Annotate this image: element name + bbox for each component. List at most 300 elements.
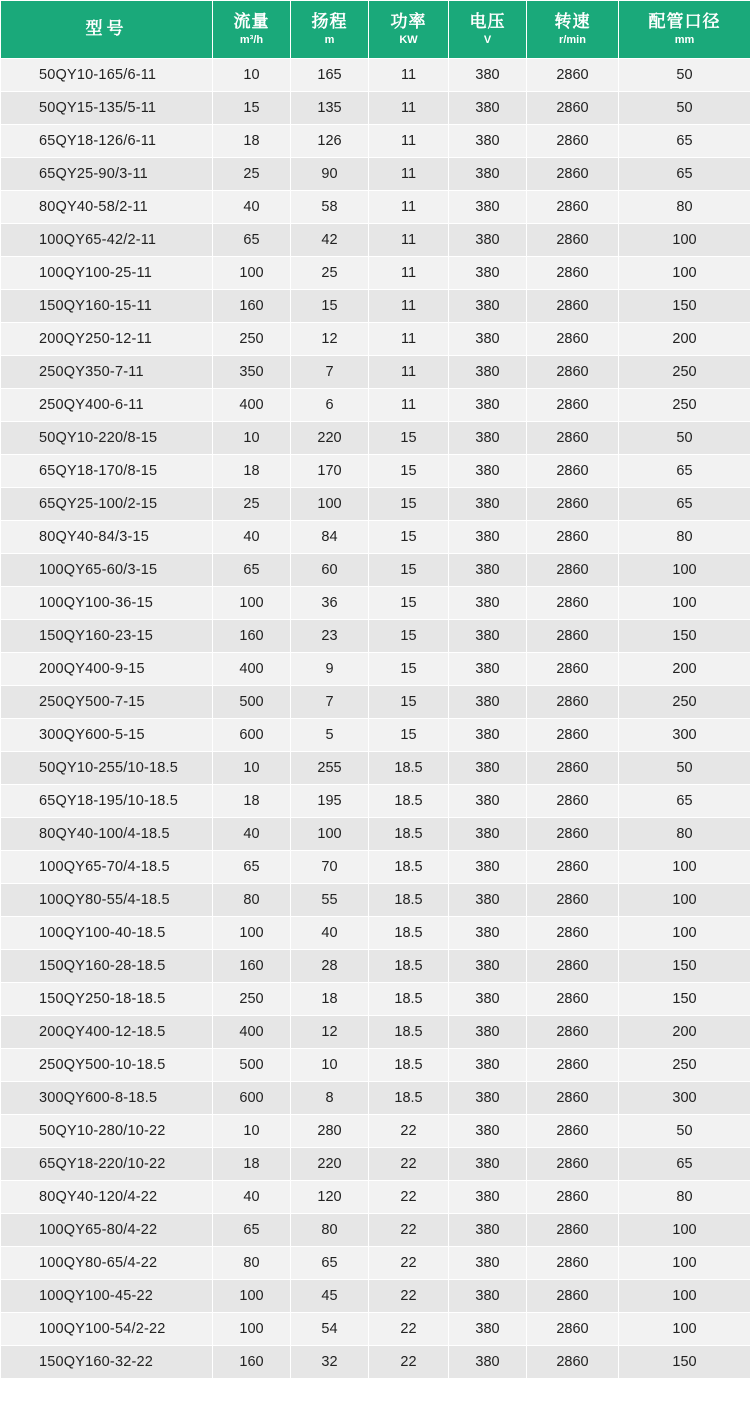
cell-model: 250QY500-10-18.5 bbox=[1, 1049, 213, 1082]
cell-voltage: 380 bbox=[449, 983, 527, 1016]
cell-speed: 2860 bbox=[527, 686, 619, 719]
cell-flow: 80 bbox=[213, 1247, 291, 1280]
table-header bbox=[1, 1, 750, 59]
cell-power: 15 bbox=[369, 521, 449, 554]
cell-power: 11 bbox=[369, 158, 449, 191]
cell-voltage: 380 bbox=[449, 125, 527, 158]
cell-voltage: 380 bbox=[449, 719, 527, 752]
cell-head: 90 bbox=[291, 158, 369, 191]
table-row bbox=[1, 587, 750, 620]
cell-model: 50QY10-165/6-11 bbox=[1, 59, 213, 92]
cell-model: 65QY18-195/10-18.5 bbox=[1, 785, 213, 818]
cell-head: 255 bbox=[291, 752, 369, 785]
column-header-model-label: 型号 bbox=[85, 19, 128, 38]
cell-model: 150QY160-28-18.5 bbox=[1, 950, 213, 983]
cell-power: 22 bbox=[369, 1313, 449, 1346]
cell-flow: 25 bbox=[213, 488, 291, 521]
cell-power: 22 bbox=[369, 1346, 449, 1379]
cell-flow: 65 bbox=[213, 1214, 291, 1247]
cell-power: 22 bbox=[369, 1214, 449, 1247]
cell-speed: 2860 bbox=[527, 1313, 619, 1346]
cell-head: 45 bbox=[291, 1280, 369, 1313]
cell-power: 15 bbox=[369, 554, 449, 587]
cell-model: 50QY10-255/10-18.5 bbox=[1, 752, 213, 785]
cell-voltage: 380 bbox=[449, 158, 527, 191]
cell-flow: 40 bbox=[213, 818, 291, 851]
cell-head: 126 bbox=[291, 125, 369, 158]
cell-model: 100QY65-80/4-22 bbox=[1, 1214, 213, 1247]
cell-voltage: 380 bbox=[449, 521, 527, 554]
cell-model: 300QY600-8-18.5 bbox=[1, 1082, 213, 1115]
cell-pipe-diameter: 250 bbox=[619, 356, 750, 389]
cell-voltage: 380 bbox=[449, 1016, 527, 1049]
cell-speed: 2860 bbox=[527, 1346, 619, 1379]
cell-model: 100QY100-25-11 bbox=[1, 257, 213, 290]
table-row bbox=[1, 620, 750, 653]
cell-voltage: 380 bbox=[449, 356, 527, 389]
cell-pipe-diameter: 150 bbox=[619, 950, 750, 983]
cell-voltage: 380 bbox=[449, 917, 527, 950]
cell-speed: 2860 bbox=[527, 554, 619, 587]
cell-power: 15 bbox=[369, 422, 449, 455]
cell-voltage: 380 bbox=[449, 455, 527, 488]
cell-speed: 2860 bbox=[527, 1280, 619, 1313]
table-row bbox=[1, 785, 750, 818]
cell-flow: 15 bbox=[213, 92, 291, 125]
cell-power: 18.5 bbox=[369, 818, 449, 851]
cell-pipe-diameter: 200 bbox=[619, 653, 750, 686]
cell-model: 100QY65-70/4-18.5 bbox=[1, 851, 213, 884]
cell-voltage: 380 bbox=[449, 1214, 527, 1247]
cell-power: 18.5 bbox=[369, 785, 449, 818]
cell-voltage: 380 bbox=[449, 1049, 527, 1082]
cell-power: 11 bbox=[369, 290, 449, 323]
cell-pipe-diameter: 80 bbox=[619, 818, 750, 851]
column-header-head-label: 扬程 bbox=[311, 11, 348, 31]
table-row bbox=[1, 389, 750, 422]
cell-power: 15 bbox=[369, 719, 449, 752]
cell-power: 11 bbox=[369, 191, 449, 224]
cell-power: 11 bbox=[369, 257, 449, 290]
cell-pipe-diameter: 100 bbox=[619, 1313, 750, 1346]
cell-head: 55 bbox=[291, 884, 369, 917]
cell-voltage: 380 bbox=[449, 554, 527, 587]
cell-pipe-diameter: 100 bbox=[619, 554, 750, 587]
column-header-flow bbox=[213, 1, 291, 59]
cell-pipe-diameter: 100 bbox=[619, 257, 750, 290]
cell-flow: 100 bbox=[213, 587, 291, 620]
column-header-pipe-diameter bbox=[619, 1, 750, 59]
cell-speed: 2860 bbox=[527, 455, 619, 488]
cell-model: 65QY25-90/3-11 bbox=[1, 158, 213, 191]
cell-model: 200QY250-12-11 bbox=[1, 323, 213, 356]
cell-pipe-diameter: 200 bbox=[619, 323, 750, 356]
table-row bbox=[1, 1049, 750, 1082]
cell-speed: 2860 bbox=[527, 191, 619, 224]
cell-speed: 2860 bbox=[527, 752, 619, 785]
cell-power: 22 bbox=[369, 1280, 449, 1313]
column-header-speed-label: 转速 bbox=[554, 11, 591, 31]
cell-pipe-diameter: 300 bbox=[619, 1082, 750, 1115]
cell-voltage: 380 bbox=[449, 257, 527, 290]
cell-head: 80 bbox=[291, 1214, 369, 1247]
cell-power: 11 bbox=[369, 224, 449, 257]
table-row bbox=[1, 818, 750, 851]
cell-flow: 100 bbox=[213, 257, 291, 290]
cell-speed: 2860 bbox=[527, 125, 619, 158]
table-row bbox=[1, 653, 750, 686]
column-header-speed bbox=[527, 1, 619, 59]
cell-voltage: 380 bbox=[449, 752, 527, 785]
cell-pipe-diameter: 65 bbox=[619, 125, 750, 158]
cell-flow: 500 bbox=[213, 686, 291, 719]
cell-model: 100QY100-54/2-22 bbox=[1, 1313, 213, 1346]
cell-model: 80QY40-58/2-11 bbox=[1, 191, 213, 224]
cell-pipe-diameter: 65 bbox=[619, 1148, 750, 1181]
cell-model: 250QY350-7-11 bbox=[1, 356, 213, 389]
cell-speed: 2860 bbox=[527, 92, 619, 125]
column-header-pipe-diameter-unit: mm bbox=[674, 33, 695, 46]
cell-power: 11 bbox=[369, 356, 449, 389]
table-row bbox=[1, 257, 750, 290]
cell-model: 100QY100-45-22 bbox=[1, 1280, 213, 1313]
cell-pipe-diameter: 300 bbox=[619, 719, 750, 752]
table-row bbox=[1, 323, 750, 356]
cell-model: 150QY160-23-15 bbox=[1, 620, 213, 653]
table-row bbox=[1, 752, 750, 785]
cell-voltage: 380 bbox=[449, 488, 527, 521]
cell-head: 220 bbox=[291, 422, 369, 455]
cell-voltage: 380 bbox=[449, 1115, 527, 1148]
cell-speed: 2860 bbox=[527, 1016, 619, 1049]
cell-head: 58 bbox=[291, 191, 369, 224]
table-body bbox=[1, 59, 750, 1379]
table-row bbox=[1, 1313, 750, 1346]
cell-power: 15 bbox=[369, 488, 449, 521]
cell-model: 50QY10-280/10-22 bbox=[1, 1115, 213, 1148]
cell-model: 65QY25-100/2-15 bbox=[1, 488, 213, 521]
cell-power: 18.5 bbox=[369, 884, 449, 917]
cell-model: 100QY65-60/3-15 bbox=[1, 554, 213, 587]
cell-model: 80QY40-100/4-18.5 bbox=[1, 818, 213, 851]
cell-head: 8 bbox=[291, 1082, 369, 1115]
cell-power: 18.5 bbox=[369, 917, 449, 950]
cell-voltage: 380 bbox=[449, 59, 527, 92]
table-row bbox=[1, 191, 750, 224]
table-row bbox=[1, 224, 750, 257]
table-row bbox=[1, 488, 750, 521]
cell-speed: 2860 bbox=[527, 224, 619, 257]
cell-model: 150QY250-18-18.5 bbox=[1, 983, 213, 1016]
cell-flow: 400 bbox=[213, 653, 291, 686]
cell-pipe-diameter: 100 bbox=[619, 587, 750, 620]
cell-head: 42 bbox=[291, 224, 369, 257]
cell-head: 6 bbox=[291, 389, 369, 422]
cell-speed: 2860 bbox=[527, 521, 619, 554]
cell-head: 170 bbox=[291, 455, 369, 488]
cell-power: 18.5 bbox=[369, 983, 449, 1016]
cell-pipe-diameter: 250 bbox=[619, 686, 750, 719]
cell-flow: 80 bbox=[213, 884, 291, 917]
cell-voltage: 380 bbox=[449, 884, 527, 917]
cell-flow: 65 bbox=[213, 554, 291, 587]
cell-pipe-diameter: 100 bbox=[619, 1247, 750, 1280]
column-header-voltage-label: 电压 bbox=[469, 11, 506, 31]
column-header-pipe-diameter-label: 配管口径 bbox=[648, 11, 721, 31]
cell-speed: 2860 bbox=[527, 1049, 619, 1082]
table-row bbox=[1, 92, 750, 125]
cell-voltage: 380 bbox=[449, 818, 527, 851]
cell-head: 10 bbox=[291, 1049, 369, 1082]
cell-head: 28 bbox=[291, 950, 369, 983]
cell-speed: 2860 bbox=[527, 1082, 619, 1115]
cell-flow: 160 bbox=[213, 290, 291, 323]
column-header-voltage-unit: V bbox=[483, 33, 492, 46]
cell-voltage: 380 bbox=[449, 323, 527, 356]
cell-head: 36 bbox=[291, 587, 369, 620]
cell-power: 11 bbox=[369, 323, 449, 356]
cell-voltage: 380 bbox=[449, 389, 527, 422]
cell-pipe-diameter: 80 bbox=[619, 521, 750, 554]
cell-head: 70 bbox=[291, 851, 369, 884]
cell-head: 165 bbox=[291, 59, 369, 92]
cell-voltage: 380 bbox=[449, 1346, 527, 1379]
cell-flow: 160 bbox=[213, 950, 291, 983]
cell-flow: 400 bbox=[213, 389, 291, 422]
cell-pipe-diameter: 200 bbox=[619, 1016, 750, 1049]
cell-head: 15 bbox=[291, 290, 369, 323]
cell-model: 65QY18-220/10-22 bbox=[1, 1148, 213, 1181]
cell-head: 12 bbox=[291, 1016, 369, 1049]
cell-power: 15 bbox=[369, 587, 449, 620]
cell-pipe-diameter: 150 bbox=[619, 1346, 750, 1379]
cell-voltage: 380 bbox=[449, 191, 527, 224]
cell-head: 12 bbox=[291, 323, 369, 356]
cell-speed: 2860 bbox=[527, 587, 619, 620]
cell-speed: 2860 bbox=[527, 719, 619, 752]
table-row bbox=[1, 422, 750, 455]
cell-power: 11 bbox=[369, 59, 449, 92]
cell-speed: 2860 bbox=[527, 488, 619, 521]
cell-speed: 2860 bbox=[527, 785, 619, 818]
cell-pipe-diameter: 50 bbox=[619, 59, 750, 92]
cell-model: 80QY40-120/4-22 bbox=[1, 1181, 213, 1214]
cell-speed: 2860 bbox=[527, 158, 619, 191]
cell-model: 50QY15-135/5-11 bbox=[1, 92, 213, 125]
cell-speed: 2860 bbox=[527, 950, 619, 983]
cell-pipe-diameter: 65 bbox=[619, 158, 750, 191]
cell-speed: 2860 bbox=[527, 884, 619, 917]
table-row bbox=[1, 554, 750, 587]
column-header-power bbox=[369, 1, 449, 59]
cell-voltage: 380 bbox=[449, 1148, 527, 1181]
cell-model: 100QY100-40-18.5 bbox=[1, 917, 213, 950]
cell-model: 65QY18-170/8-15 bbox=[1, 455, 213, 488]
cell-flow: 40 bbox=[213, 191, 291, 224]
cell-power: 18.5 bbox=[369, 851, 449, 884]
cell-head: 120 bbox=[291, 1181, 369, 1214]
cell-power: 11 bbox=[369, 92, 449, 125]
cell-speed: 2860 bbox=[527, 257, 619, 290]
cell-pipe-diameter: 150 bbox=[619, 983, 750, 1016]
cell-flow: 10 bbox=[213, 1115, 291, 1148]
cell-pipe-diameter: 80 bbox=[619, 191, 750, 224]
cell-flow: 100 bbox=[213, 1313, 291, 1346]
cell-model: 50QY10-220/8-15 bbox=[1, 422, 213, 455]
cell-flow: 18 bbox=[213, 125, 291, 158]
cell-pipe-diameter: 65 bbox=[619, 488, 750, 521]
table-header-row bbox=[1, 1, 750, 59]
table-row bbox=[1, 851, 750, 884]
column-header-power-unit: KW bbox=[399, 33, 418, 46]
cell-head: 54 bbox=[291, 1313, 369, 1346]
cell-power: 11 bbox=[369, 389, 449, 422]
cell-voltage: 380 bbox=[449, 950, 527, 983]
cell-speed: 2860 bbox=[527, 818, 619, 851]
cell-pipe-diameter: 100 bbox=[619, 1214, 750, 1247]
cell-flow: 10 bbox=[213, 59, 291, 92]
table-row bbox=[1, 1115, 750, 1148]
cell-pipe-diameter: 100 bbox=[619, 917, 750, 950]
column-header-flow-unit: m³/h bbox=[239, 33, 264, 46]
cell-flow: 25 bbox=[213, 158, 291, 191]
cell-pipe-diameter: 100 bbox=[619, 1280, 750, 1313]
table-row bbox=[1, 917, 750, 950]
cell-head: 135 bbox=[291, 92, 369, 125]
cell-head: 60 bbox=[291, 554, 369, 587]
table-row bbox=[1, 455, 750, 488]
cell-flow: 250 bbox=[213, 983, 291, 1016]
cell-pipe-diameter: 80 bbox=[619, 1181, 750, 1214]
cell-voltage: 380 bbox=[449, 653, 527, 686]
cell-head: 18 bbox=[291, 983, 369, 1016]
cell-pipe-diameter: 100 bbox=[619, 884, 750, 917]
cell-voltage: 380 bbox=[449, 620, 527, 653]
cell-voltage: 380 bbox=[449, 851, 527, 884]
table-row bbox=[1, 1082, 750, 1115]
cell-speed: 2860 bbox=[527, 290, 619, 323]
cell-flow: 400 bbox=[213, 1016, 291, 1049]
cell-power: 22 bbox=[369, 1247, 449, 1280]
table-row bbox=[1, 1148, 750, 1181]
cell-speed: 2860 bbox=[527, 389, 619, 422]
cell-model: 300QY600-5-15 bbox=[1, 719, 213, 752]
cell-head: 220 bbox=[291, 1148, 369, 1181]
cell-flow: 100 bbox=[213, 1280, 291, 1313]
cell-head: 100 bbox=[291, 818, 369, 851]
cell-model: 150QY160-15-11 bbox=[1, 290, 213, 323]
table-row bbox=[1, 1016, 750, 1049]
cell-model: 80QY40-84/3-15 bbox=[1, 521, 213, 554]
cell-pipe-diameter: 150 bbox=[619, 620, 750, 653]
cell-flow: 10 bbox=[213, 752, 291, 785]
table-row bbox=[1, 686, 750, 719]
cell-model: 250QY400-6-11 bbox=[1, 389, 213, 422]
cell-model: 150QY160-32-22 bbox=[1, 1346, 213, 1379]
cell-flow: 350 bbox=[213, 356, 291, 389]
table-row bbox=[1, 356, 750, 389]
cell-flow: 18 bbox=[213, 785, 291, 818]
cell-pipe-diameter: 50 bbox=[619, 1115, 750, 1148]
cell-power: 15 bbox=[369, 686, 449, 719]
cell-power: 22 bbox=[369, 1148, 449, 1181]
cell-speed: 2860 bbox=[527, 1181, 619, 1214]
cell-power: 15 bbox=[369, 653, 449, 686]
table-row bbox=[1, 950, 750, 983]
cell-speed: 2860 bbox=[527, 356, 619, 389]
cell-power: 15 bbox=[369, 620, 449, 653]
cell-pipe-diameter: 250 bbox=[619, 389, 750, 422]
cell-voltage: 380 bbox=[449, 92, 527, 125]
cell-flow: 600 bbox=[213, 1082, 291, 1115]
column-header-power-label: 功率 bbox=[390, 11, 427, 31]
column-header-model bbox=[1, 1, 213, 59]
cell-voltage: 380 bbox=[449, 785, 527, 818]
cell-voltage: 380 bbox=[449, 1280, 527, 1313]
cell-pipe-diameter: 100 bbox=[619, 851, 750, 884]
cell-model: 100QY65-42/2-11 bbox=[1, 224, 213, 257]
table-row bbox=[1, 1214, 750, 1247]
cell-power: 22 bbox=[369, 1115, 449, 1148]
cell-voltage: 380 bbox=[449, 1247, 527, 1280]
cell-head: 100 bbox=[291, 488, 369, 521]
cell-power: 15 bbox=[369, 455, 449, 488]
cell-pipe-diameter: 100 bbox=[619, 224, 750, 257]
cell-speed: 2860 bbox=[527, 1214, 619, 1247]
table-row bbox=[1, 290, 750, 323]
cell-model: 200QY400-12-18.5 bbox=[1, 1016, 213, 1049]
cell-voltage: 380 bbox=[449, 224, 527, 257]
cell-flow: 160 bbox=[213, 1346, 291, 1379]
table-row bbox=[1, 59, 750, 92]
table-row bbox=[1, 521, 750, 554]
table-row bbox=[1, 719, 750, 752]
cell-flow: 65 bbox=[213, 224, 291, 257]
cell-voltage: 380 bbox=[449, 1181, 527, 1214]
cell-flow: 100 bbox=[213, 917, 291, 950]
cell-pipe-diameter: 50 bbox=[619, 422, 750, 455]
cell-flow: 10 bbox=[213, 422, 291, 455]
cell-flow: 40 bbox=[213, 1181, 291, 1214]
cell-flow: 160 bbox=[213, 620, 291, 653]
cell-head: 5 bbox=[291, 719, 369, 752]
column-header-speed-unit: r/min bbox=[559, 33, 586, 46]
cell-head: 32 bbox=[291, 1346, 369, 1379]
cell-speed: 2860 bbox=[527, 323, 619, 356]
table-row bbox=[1, 1346, 750, 1379]
cell-speed: 2860 bbox=[527, 620, 619, 653]
cell-power: 22 bbox=[369, 1181, 449, 1214]
cell-pipe-diameter: 65 bbox=[619, 455, 750, 488]
column-header-flow-label: 流量 bbox=[233, 11, 270, 31]
cell-head: 84 bbox=[291, 521, 369, 554]
cell-model: 100QY80-65/4-22 bbox=[1, 1247, 213, 1280]
cell-power: 18.5 bbox=[369, 1049, 449, 1082]
cell-head: 195 bbox=[291, 785, 369, 818]
cell-speed: 2860 bbox=[527, 59, 619, 92]
cell-voltage: 380 bbox=[449, 290, 527, 323]
cell-head: 9 bbox=[291, 653, 369, 686]
cell-power: 11 bbox=[369, 125, 449, 158]
cell-pipe-diameter: 65 bbox=[619, 785, 750, 818]
cell-pipe-diameter: 50 bbox=[619, 92, 750, 125]
cell-model: 100QY80-55/4-18.5 bbox=[1, 884, 213, 917]
cell-flow: 18 bbox=[213, 1148, 291, 1181]
table-row bbox=[1, 1247, 750, 1280]
cell-voltage: 380 bbox=[449, 1082, 527, 1115]
cell-flow: 500 bbox=[213, 1049, 291, 1082]
cell-flow: 250 bbox=[213, 323, 291, 356]
